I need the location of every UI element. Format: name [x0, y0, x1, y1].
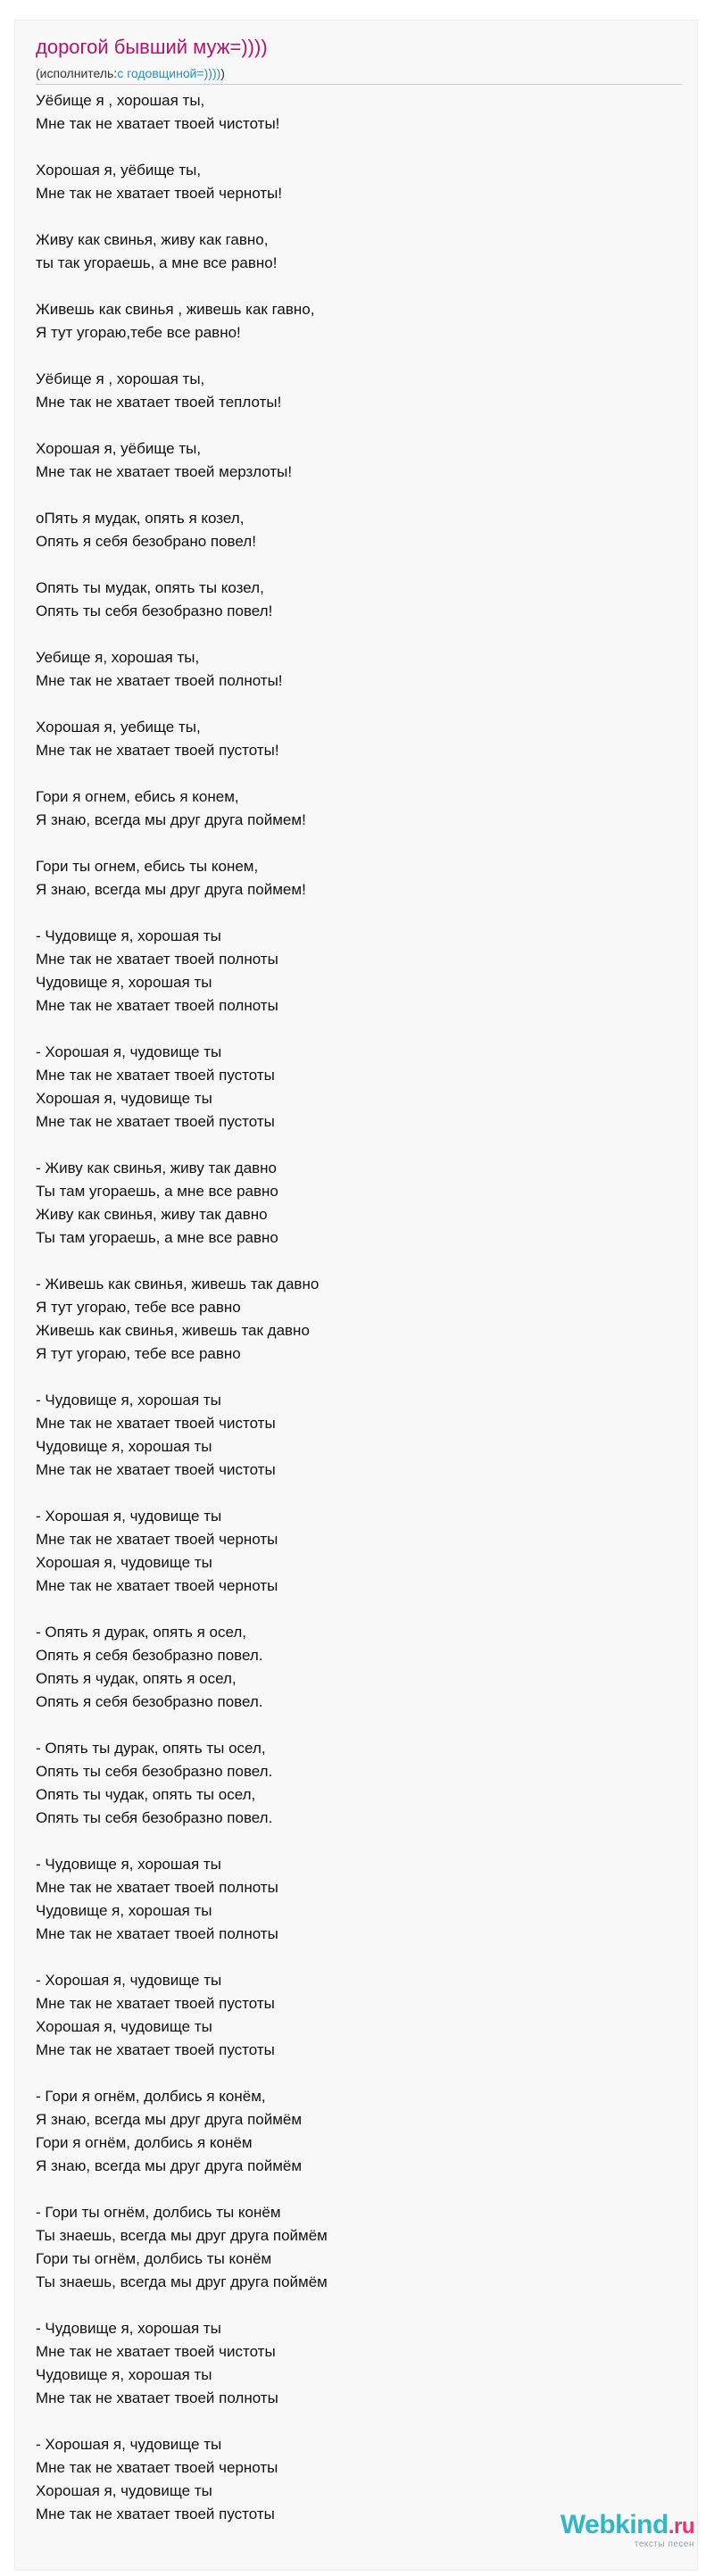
lyrics-line: - Живешь как свинья, живешь так давно — [36, 1276, 320, 1292]
lyrics-line: Чудовище я, хорошая ты — [36, 1902, 212, 1919]
lyrics-line: Хорошая я, чудовище ты — [36, 1090, 212, 1107]
lyrics-line: Ты знаешь, всегда мы друг друга поймём — [36, 2227, 328, 2244]
lyrics-line: Хорошая я, уёбище ты, — [36, 440, 202, 457]
lyrics-stanza — [36, 1505, 678, 1598]
lyrics-line: Живу как свинья, живу так давно — [36, 1206, 268, 1223]
lyrics-line: Живешь как свинья, живешь так давно — [36, 1322, 310, 1339]
lyrics-line: - Чудовище я, хорошая ты — [36, 1856, 221, 1873]
lyrics-line: Мне так не хватает твоей чистоты — [36, 1461, 276, 1478]
header-divider — [36, 84, 682, 85]
lyrics-line: Хорошая я, уёбище ты, — [36, 162, 202, 179]
lyrics-line: - Гори ты огнём, долбись ты конём — [36, 2204, 281, 2221]
lyrics-line: Опять ты мудак, опять ты козел, — [36, 579, 264, 596]
lyrics-line: Опять я чудак, опять я осел, — [36, 1670, 237, 1687]
lyrics-line: Гори я огнем, ебись я конем, — [36, 788, 239, 805]
lyrics-line: Чудовище я, хорошая ты — [36, 2366, 212, 2383]
lyrics-stanza — [36, 1853, 678, 1946]
lyrics-line: - Опять ты дурак, опять ты осел, — [36, 1740, 266, 1757]
lyrics-line: Мне так не хватает твоей полноты — [36, 951, 278, 968]
lyrics-line: Ты там угораешь, а мне все равно — [36, 1183, 278, 1200]
lyrics-line: ты так угораешь, а мне все равно! — [36, 254, 278, 271]
lyrics-line: Мне так не хватает твоей полноты — [36, 1925, 278, 1942]
lyrics-line: Я тут угораю, тебе все равно — [36, 1299, 241, 1316]
logo-tld: .ru — [668, 2514, 694, 2539]
lyrics-line: Чудовище я, хорошая ты — [36, 974, 212, 991]
lyrics-line: Хорошая я, чудовище ты — [36, 2018, 212, 2035]
lyrics-stanza — [36, 2201, 678, 2294]
lyrics-stanza — [36, 2317, 678, 2410]
lyrics-line: Опять я себя безобрано повел! — [36, 533, 256, 550]
lyrics-body — [36, 89, 678, 2549]
lyrics-stanza — [36, 2085, 678, 2178]
lyrics-line: - Чудовище я, хорошая ты — [36, 2320, 221, 2337]
lyrics-line: - Хорошая я, чудовище ты — [36, 2436, 222, 2453]
lyrics-line: - Хорошая я, чудовище ты — [36, 1972, 222, 1989]
logo-name: Webkind — [560, 2510, 668, 2539]
lyrics-stanza — [36, 507, 678, 553]
lyrics-line: Мне так не хватает твоей черноты — [36, 2459, 278, 2476]
lyrics-line: Мне так не хватает твоей полноты! — [36, 672, 283, 689]
lyrics-line: Уёбище я , хорошая ты, — [36, 92, 205, 109]
lyrics-line: Хорошая я, уебище ты, — [36, 719, 201, 735]
site-logo[interactable] — [560, 2511, 694, 2549]
lyrics-line: - Хорошая я, чудовище ты — [36, 1508, 222, 1525]
lyrics-stanza — [36, 1621, 678, 1714]
lyrics-stanza — [36, 229, 678, 275]
lyrics-line: Мне так не хватает твоей черноты! — [36, 185, 283, 202]
lyrics-line: Мне так не хватает твоей пустоты — [36, 1067, 275, 1084]
lyrics-stanza — [36, 1273, 678, 1366]
lyrics-line: Я тут угораю, тебе все равно — [36, 1345, 241, 1362]
song-title: дорогой бывший муж=)))) — [36, 36, 268, 58]
lyrics-stanza — [36, 1041, 678, 1134]
lyrics-stanza — [36, 925, 678, 1018]
lyrics-line: Опять я себя безобразно повел. — [36, 1647, 263, 1664]
lyrics-line: Чудовище я, хорошая ты — [36, 1438, 212, 1455]
lyrics-line: - Опять я дурак, опять я осел, — [36, 1624, 246, 1641]
lyrics-line: Мне так не хватает твоей полноты — [36, 1879, 278, 1896]
lyrics-line: Опять я себя безобразно повел. — [36, 1693, 263, 1710]
lyrics-line: Гори ты огнём, долбись ты конём — [36, 2250, 272, 2267]
lyrics-line: Живу как свинья, живу как гавно, — [36, 231, 269, 248]
lyrics-line: Хорошая я, чудовище ты — [36, 1554, 212, 1571]
lyrics-stanza — [36, 646, 678, 693]
lyrics-line: Я знаю, всегда мы друг друга поймём — [36, 2111, 303, 2128]
lyrics-line: Опять ты себя безобразно повел. — [36, 1809, 273, 1826]
lyrics-line: Опять ты чудак, опять ты осел, — [36, 1786, 256, 1803]
lyrics-stanza — [36, 1969, 678, 2062]
lyrics-line: Ты знаешь, всегда мы друг друга поймём — [36, 2273, 328, 2290]
lyrics-line: Мне так не хватает твоей пустоты! — [36, 742, 279, 759]
logo-tagline: тексты песен — [634, 2539, 694, 2549]
lyrics-line: Я знаю, всегда мы друг друга поймем! — [36, 811, 306, 828]
lyrics-line: Мне так не хватает твоей чистоты! — [36, 115, 280, 132]
lyrics-stanza — [36, 89, 678, 136]
lyrics-stanza — [36, 855, 678, 902]
lyrics-stanza — [36, 159, 678, 205]
lyrics-line: - Хорошая я, чудовище ты — [36, 1043, 222, 1060]
lyrics-line: Мне так не хватает твоей чистоты — [36, 2343, 276, 2360]
lyrics-stanza — [36, 1157, 678, 1250]
lyrics-line: Мне так не хватает твоей полноты — [36, 997, 278, 1014]
lyrics-line: Мне так не хватает твоей черноты — [36, 1577, 278, 1594]
lyrics-line: оПять я мудак, опять я козел, — [36, 510, 245, 527]
lyrics-stanza — [36, 437, 678, 484]
lyrics-line: Мне так не хватает твоей полноты — [36, 2389, 278, 2406]
lyrics-line: Мне так не хватает твоей пустоты — [36, 2041, 275, 2058]
lyrics-line: Гори ты огнем, ебись ты конем, — [36, 858, 259, 875]
lyrics-stanza — [36, 1737, 678, 1830]
lyrics-line: Мне так не хватает твоей пустоты — [36, 2505, 275, 2522]
lyrics-line: Мне так не хватает твоей пустоты — [36, 1113, 275, 1130]
artist-link[interactable]: с годовщиной=)))) — [117, 66, 221, 80]
lyrics-stanza — [36, 785, 678, 832]
lyrics-line: Хорошая я, чудовище ты — [36, 2482, 212, 2499]
byline-prefix: (исполнитель: — [36, 66, 118, 80]
lyrics-line: Мне так не хватает твоей пустоты — [36, 1995, 275, 2012]
lyrics-stanza — [36, 716, 678, 762]
lyrics-line: Опять ты себя безобразно повел. — [36, 1763, 273, 1780]
lyrics-line: Живешь как свинья , живешь как гавно, — [36, 301, 315, 318]
lyrics-line: - Живу как свинья, живу так давно — [36, 1159, 278, 1176]
lyrics-line: - Гори я огнём, долбись я конём, — [36, 2088, 266, 2105]
artist-byline — [36, 66, 225, 80]
lyrics-line: - Чудовище я, хорошая ты — [36, 1392, 221, 1408]
lyrics-line: Мне так не хватает твоей мерзлоты! — [36, 463, 293, 480]
lyrics-line: Я знаю, всегда мы друг друга поймем! — [36, 881, 306, 898]
lyrics-stanza — [36, 298, 678, 345]
lyrics-line: Мне так не хватает твоей чистоты — [36, 1415, 276, 1432]
byline-suffix: ) — [220, 66, 225, 80]
logo-wordmark — [560, 2511, 694, 2541]
lyrics-line: Я тут угораю,тебе все равно! — [36, 324, 241, 341]
lyrics-line: - Чудовище я, хорошая ты — [36, 927, 221, 944]
lyrics-line: Ты там угораешь, а мне все равно — [36, 1229, 278, 1246]
lyrics-line: Опять ты себя безобразно повел! — [36, 602, 273, 619]
lyrics-line: Я знаю, всегда мы друг друга поймём — [36, 2157, 303, 2174]
lyrics-line: Мне так не хватает твоей черноты — [36, 1531, 278, 1548]
lyrics-line: Уебище я, хорошая ты, — [36, 649, 200, 666]
lyrics-line: Мне так не хватает твоей теплоты! — [36, 394, 282, 411]
lyrics-stanza — [36, 368, 678, 414]
lyrics-stanza — [36, 577, 678, 623]
lyrics-line: Гори я огнём, долбись я конём — [36, 2134, 253, 2151]
lyrics-line: Уёбище я , хорошая ты, — [36, 370, 205, 387]
lyrics-stanza — [36, 1389, 678, 1482]
